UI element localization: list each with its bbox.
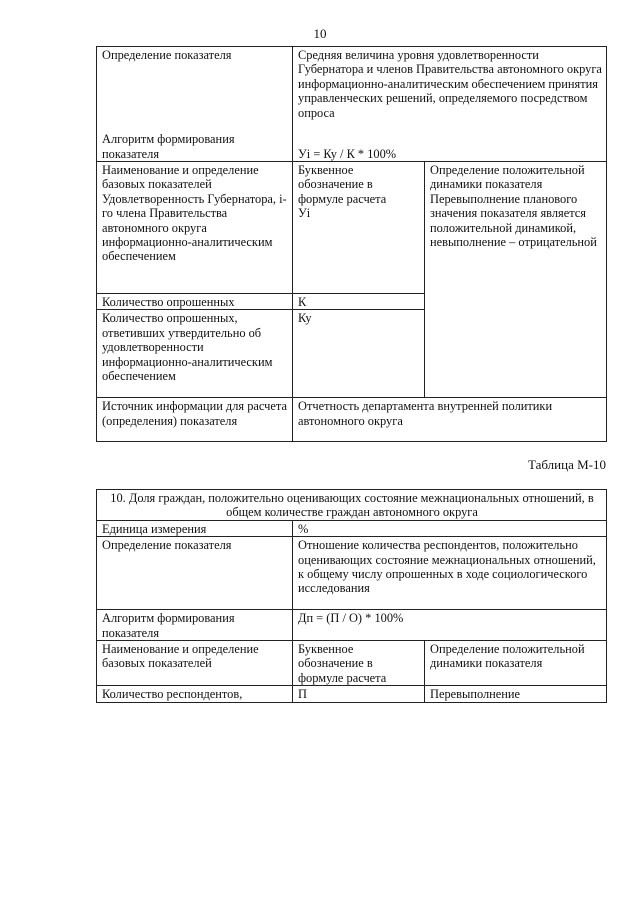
row1-symbol: П (293, 686, 425, 702)
indicator-title: 10. Доля граждан, положительно оценивающих состояние межнациональных отношений, в общем количестве граждан автономного округа (97, 490, 607, 521)
page-number: 10 (313, 26, 327, 41)
header-dynamics: Определение положительной динамики показателя (425, 641, 607, 686)
definition-label: Определение показателя (102, 48, 232, 62)
definition-value-cell (293, 47, 607, 162)
unit-label: Единица измерения (97, 520, 293, 536)
source-value: Отчетность департамента внутренней политики автономного округа (293, 398, 607, 442)
header-name: Наименование и определение базовых показателей (102, 163, 259, 192)
row1-name: Количество респондентов, (97, 686, 293, 702)
row2-symbol: К (293, 294, 425, 310)
definition-and-algorithm-row (97, 47, 607, 162)
definition-row (97, 537, 607, 610)
unit-row (97, 520, 607, 536)
header-symbol: Буквенное обозначение в формуле расчета (293, 641, 425, 686)
definition-label: Определение показателя (97, 537, 293, 610)
header-row (97, 641, 607, 686)
title-row (97, 490, 607, 521)
algorithm-label: Алгоритм формирования показателя (97, 610, 293, 641)
symbol-cell (293, 162, 425, 294)
header-dynamics: Определение положительной динамики показателя (430, 163, 585, 192)
algorithm-value: Дп = (П / О) * 100% (293, 610, 607, 641)
dynamics-cell (425, 162, 607, 398)
base-name-cell (97, 162, 293, 294)
first-data-row (97, 686, 607, 702)
algorithm-row (97, 610, 607, 641)
source-label: Источник информации для расчета (определения) показателя (97, 398, 293, 442)
definition-label-cell (97, 47, 293, 162)
definition-value: Средняя величина уровня удовлетворенности Губернатора и членов Правительства автономного округа информационно-аналитическим обеспечением принятия управленческих решений, определяемого посредством опроса (298, 48, 602, 120)
row3-symbol: Ку (293, 310, 425, 398)
definition-value: Отношение количества респондентов, положительно оценивающих состояние межнациональных отношений, к общему числу опрошенных в ходе социологического исследования (293, 537, 607, 610)
row2-name: Количество опрошенных (97, 294, 293, 310)
indicator-table-1 (96, 46, 607, 442)
row3-name: Количество опрошенных, ответивших утвердительно об удовлетворенности информационно-аналитическим обеспечением (97, 310, 293, 398)
indicator-table-2 (96, 489, 607, 703)
header-and-first-row (97, 162, 607, 294)
source-row (97, 398, 607, 442)
row1-dynamics: Перевыполнение (425, 686, 607, 702)
table-caption: Таблица М-10 (528, 457, 606, 472)
row1-symbol: Уi (298, 206, 311, 221)
row1-name: Удовлетворенность Губернатора, i-го члена Правительства автономного округа информационно-аналитическим обеспечением (102, 191, 287, 264)
algorithm-value: Уi = Ку / К * 100% (298, 146, 397, 161)
header-symbol: Буквенное обозначение в формуле расчета (298, 163, 387, 206)
dynamics-value: Перевыполнение планового значения показателя является положительной динамикой, невыполнение – отрицательной (430, 191, 597, 250)
algorithm-label: Алгоритм формирования показателя (102, 132, 235, 161)
unit-value: % (293, 520, 607, 536)
header-name: Наименование и определение базовых показателей (97, 641, 293, 686)
